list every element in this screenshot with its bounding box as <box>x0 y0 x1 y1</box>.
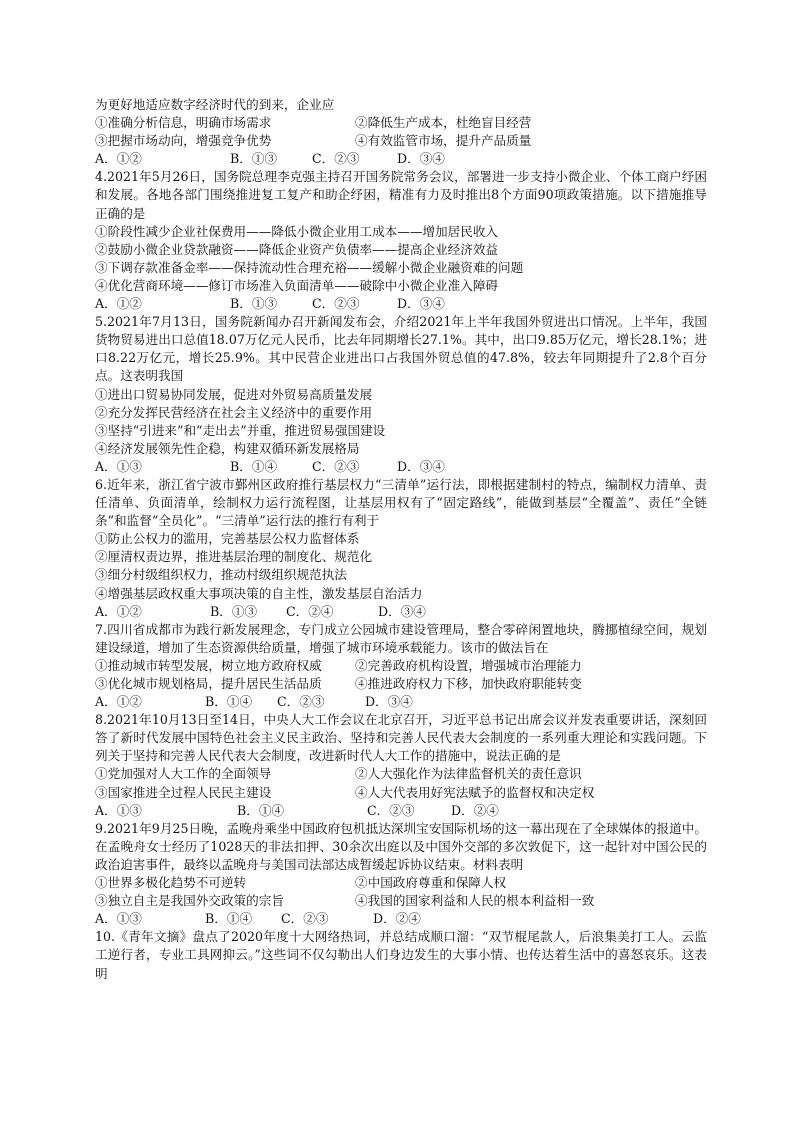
q9-stem: 9.2021年9月25日晚，孟晚舟乘坐中国政府包机抵达深圳宝安国际机场的这一幕出现在了全球媒体的报道中。在孟晚舟女士经历了1028天的非法扣押、30余次出庭以及中国外交部的多次敦促下，这一起针对中国公民的政治迫害事件，最终以孟晚舟与美国司法部达成暂缓起诉协议结束。材料表明 <box>95 820 707 872</box>
q9-answer-c: C．②③ <box>281 911 329 927</box>
q4-option-2: ②鼓励小微企业贷款融资——降低企业资产负债率——提高企业经济效益 <box>95 241 498 257</box>
q3-option-4: ④有效监管市场，提升产品质量 <box>355 133 532 149</box>
q7-option-1: ①推动城市转型发展，树立地方政府权威 <box>95 657 322 673</box>
q9-option-4: ④我国的国家利益和人民的根本利益相一致 <box>355 893 595 909</box>
q3-answers <box>95 150 707 168</box>
q7-option-3: ③优化城市规划格局，提升居民生活品质 <box>95 676 322 691</box>
q9-answer-d: D．②④ <box>373 911 421 927</box>
q9-options-row-2 <box>95 892 707 910</box>
q9-option-1: ①世界多极化趋势不可逆转 <box>95 875 247 891</box>
q6-answer-d: D．③④ <box>378 603 426 619</box>
q7-answers <box>95 693 707 711</box>
q4-answers <box>95 295 707 313</box>
q8-options-row-2 <box>95 784 707 802</box>
q4-option-3: ③下调存款准备金率——保持流动性合理充裕——缓解小微企业融资难的问题 <box>95 259 524 275</box>
q7-answer-c: C．②③ <box>277 694 325 710</box>
q3-options-row-2 <box>95 132 707 150</box>
q5-option-3: ③坚持“引进来”和“走出去”并重，推进贸易强国建设 <box>95 422 386 438</box>
q3-answer-d: D．③④ <box>397 151 445 167</box>
q6-option-2: ②厘清权责边界，推进基层治理的制度化、规范化 <box>95 549 373 565</box>
q3-answer-a: A．①② <box>95 151 142 167</box>
q9-answers <box>95 910 707 928</box>
q5-answer-b: B．①④ <box>230 458 278 474</box>
q5-stem: 5.2021年7月13日，国务院新闻办召开新闻发布会，介绍2021年上半年我国外贸进出口情况。上半年，我国货物贸易进出口总值18.07万亿元人民币，比去年同期增长27.1%。其中，出口9.85万亿元，增长28.1%；进口8.22万亿元，增长25.9%。其中民营企业进出口占我国外贸总值的47.8%，较去年同期提升了2.8个百分点。这表明我国 <box>95 314 707 384</box>
q10-stem: 10.《青年文摘》盘点了2020年度十大网络热词，并总结成顺口溜：“双节棍尾款人，后浪集美打工人。云监工逆行者，专业工具网抑云。”这些词不仅勾勒出人们身边发生的大事小情、也传达着生活中的喜怒哀乐。这表明 <box>95 929 707 981</box>
q7-answer-a: A．①② <box>95 694 142 710</box>
q8-answers <box>95 802 707 820</box>
q8-answer-a: A．①③ <box>95 802 142 818</box>
q6-option-4: ④增强基层政权重大事项决策的自主性，激发基层自治活力 <box>95 585 423 601</box>
q3-stem: 为更好地适应数字经济时代的到来，企业应 <box>95 97 335 112</box>
q3-answer-b: B．①③ <box>230 151 278 167</box>
q5-answers <box>95 458 707 476</box>
q5-answer-a: A．①③ <box>95 458 142 474</box>
q9-options-row-1 <box>95 874 707 892</box>
q5-answer-d: D．③④ <box>397 458 445 474</box>
exam-page <box>95 96 707 983</box>
q7-stem: 7.四川省成都市为践行新发展理念，专门成立公园城市建设管理局，整合零碎闲置地块，腾挪植绿空间，规划建设绿道，增加了生态资源供给质量，增强了城市环境承载能力。该市的做法旨在 <box>95 621 707 655</box>
q6-stem: 6.近年来，浙江省宁波市鄞州区政府推行基层权力“三清单”运行法，即根据建制村的特点，编制权力清单、责任清单、负面清单，绘制权力运行流程图，让基层用权有了“固定路线”，能做到基层“全覆盖”、责任“全链条”和监督“全员化”。“三清单”运行法的推行有利于 <box>95 476 707 529</box>
q7-options-row-2 <box>95 675 707 693</box>
q8-answer-b: B．①④ <box>237 802 285 818</box>
q6-answers <box>95 603 707 621</box>
q5-option-1: ①进出口贸易协同发展，促进对外贸易高质量发展 <box>95 386 373 402</box>
q9-answer-a: A．①③ <box>95 911 142 927</box>
q7-answer-d: D．③④ <box>365 694 413 710</box>
q3-answer-c: C．②③ <box>312 151 360 167</box>
q8-option-4: ④人大代表用好宪法赋予的监督权和决定权 <box>355 784 595 800</box>
q4-option-1: ①阶段性减少企业社保费用——降低小微企业用工成本——增加居民收入 <box>95 223 498 239</box>
q8-option-1: ①党加强对人大工作的全面领导 <box>95 766 272 782</box>
q9-option-2: ②中国政府尊重和保障人权 <box>355 875 507 891</box>
q9-answer-b: B．①④ <box>205 911 253 927</box>
q5-option-2: ②充分发挥民营经济在社会主义经济中的重要作用 <box>95 404 373 420</box>
q3-option-2: ②降低生产成本，杜绝盲目经营 <box>355 115 532 131</box>
q3-options-row-1 <box>95 114 707 132</box>
q3-option-3: ③把握市场动向，增强竞争优势 <box>95 133 272 149</box>
q4-answer-c: C．②③ <box>312 296 360 312</box>
q4-stem: 4.2021年5月26日，国务院总理李克强主持召开国务院常务会议，部署进一步支持小微企业、个体工商户纾困和发展。各地各部门围绕推进复工复产和助企纾困，精准有力及时推出8个方面90项政策措施。以下措施推导正确的是 <box>95 169 707 221</box>
q7-answer-b: B．①④ <box>205 694 253 710</box>
q6-option-3: ③细分村级组织权力，推动村级组织规范执法 <box>95 567 347 583</box>
q6-answer-a: A．①② <box>95 603 142 619</box>
q4-option-4: ④优化营商环境——修订市场准入负面清单——破除中小微企业准入障碍 <box>95 277 498 293</box>
q4-answer-a: A．①② <box>95 296 142 312</box>
q8-answer-d: D．②④ <box>451 802 499 818</box>
q8-answer-c: C．②③ <box>367 802 415 818</box>
q6-answer-b: B．①③ <box>210 603 258 619</box>
q8-stem: 8.2021年10月13日至14日，中央人大工作会议在北京召开，习近平总书记出席会议并发表重要讲话，深刻回答了新时代发展中国特色社会主义民主政治、坚持和完善人民代表大会制度的一系列重大理论和实践问题。下列关于坚持和完善人民代表大会制度，改进新时代人大工作的措施中，说法正确的是 <box>95 712 707 764</box>
q9-option-3: ③独立自主是我国外交政策的宗旨 <box>95 893 284 909</box>
q7-options-row-1 <box>95 657 707 675</box>
q5-option-4: ④经济发展领先性企稳，构建双循环新发展格局 <box>95 440 360 456</box>
q7-option-4: ④推进政府权力下移，加快政府职能转变 <box>355 676 582 691</box>
q8-options-row-1 <box>95 765 707 783</box>
q6-answer-c: C．②④ <box>286 603 334 619</box>
q6-option-1: ①防止公权力的滥用，完善基层公权力监督体系 <box>95 531 360 547</box>
q4-answer-b: B．①③ <box>230 296 278 312</box>
q3-option-1: ①准确分析信息，明确市场需求 <box>95 115 272 131</box>
q8-option-3: ③国家推进全过程人民民主建设 <box>95 784 272 800</box>
q5-answer-c: C．②③ <box>312 458 360 474</box>
q8-option-2: ②人大强化作为法律监督机关的责任意识 <box>355 766 582 782</box>
q7-option-2: ②完善政府机构设置，增强城市治理能力 <box>355 657 582 673</box>
q4-answer-d: D．③④ <box>397 296 445 312</box>
